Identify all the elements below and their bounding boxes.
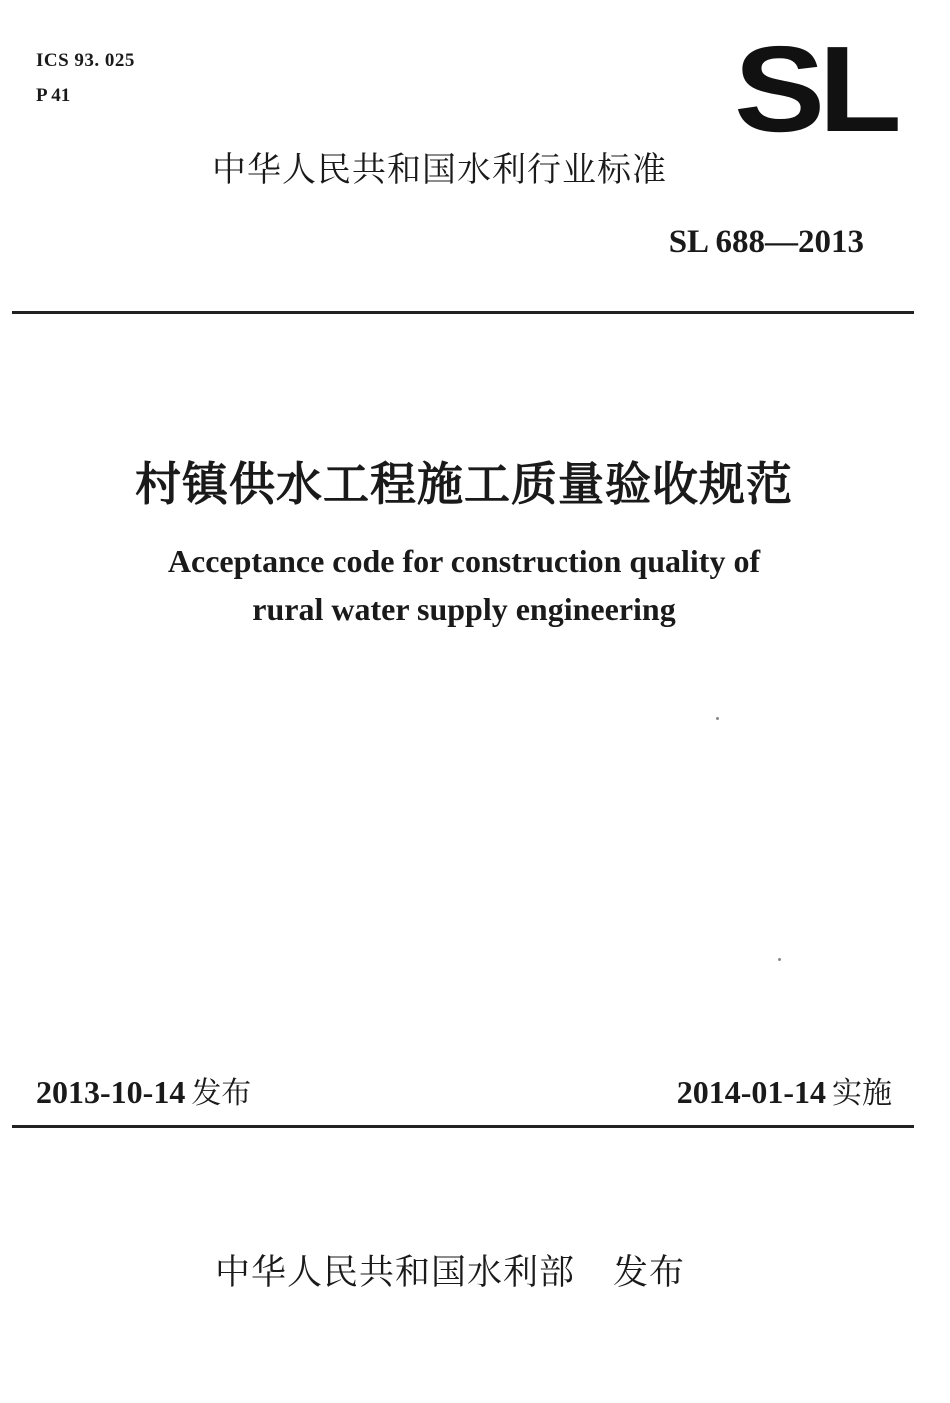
english-title-line-2: rural water supply engineering [252, 591, 676, 627]
issue-date-line [36, 1068, 251, 1112]
scan-speck [716, 717, 719, 720]
top-divider [12, 311, 914, 314]
issue-label: 发布 [191, 1076, 252, 1111]
publisher-line [0, 1245, 900, 1295]
p-code: P 41 [36, 85, 71, 106]
issue-date: 2013-10-14 [36, 1074, 186, 1110]
ics-code: ICS 93. 025 [36, 50, 135, 71]
document-title-english [0, 537, 928, 633]
bottom-divider [12, 1125, 914, 1128]
english-title-line-1: Acceptance code for construction quality of [167, 543, 761, 579]
scan-speck [778, 958, 781, 961]
industry-standard-heading: 中华人民共和国水利行业标准 [212, 150, 667, 190]
publisher-name: 中华人民共和国水利部 [214, 1253, 575, 1293]
implement-date-line [677, 1068, 892, 1112]
implement-label: 实施 [832, 1076, 892, 1111]
sl-logo: SL [734, 21, 896, 157]
standard-number: SL 688—2013 [668, 224, 864, 260]
publisher-action: 发布 [613, 1253, 686, 1293]
document-title-chinese: 村镇供水工程施工质量验收规范 [135, 457, 793, 511]
implement-date: 2014-01-14 [676, 1074, 826, 1110]
